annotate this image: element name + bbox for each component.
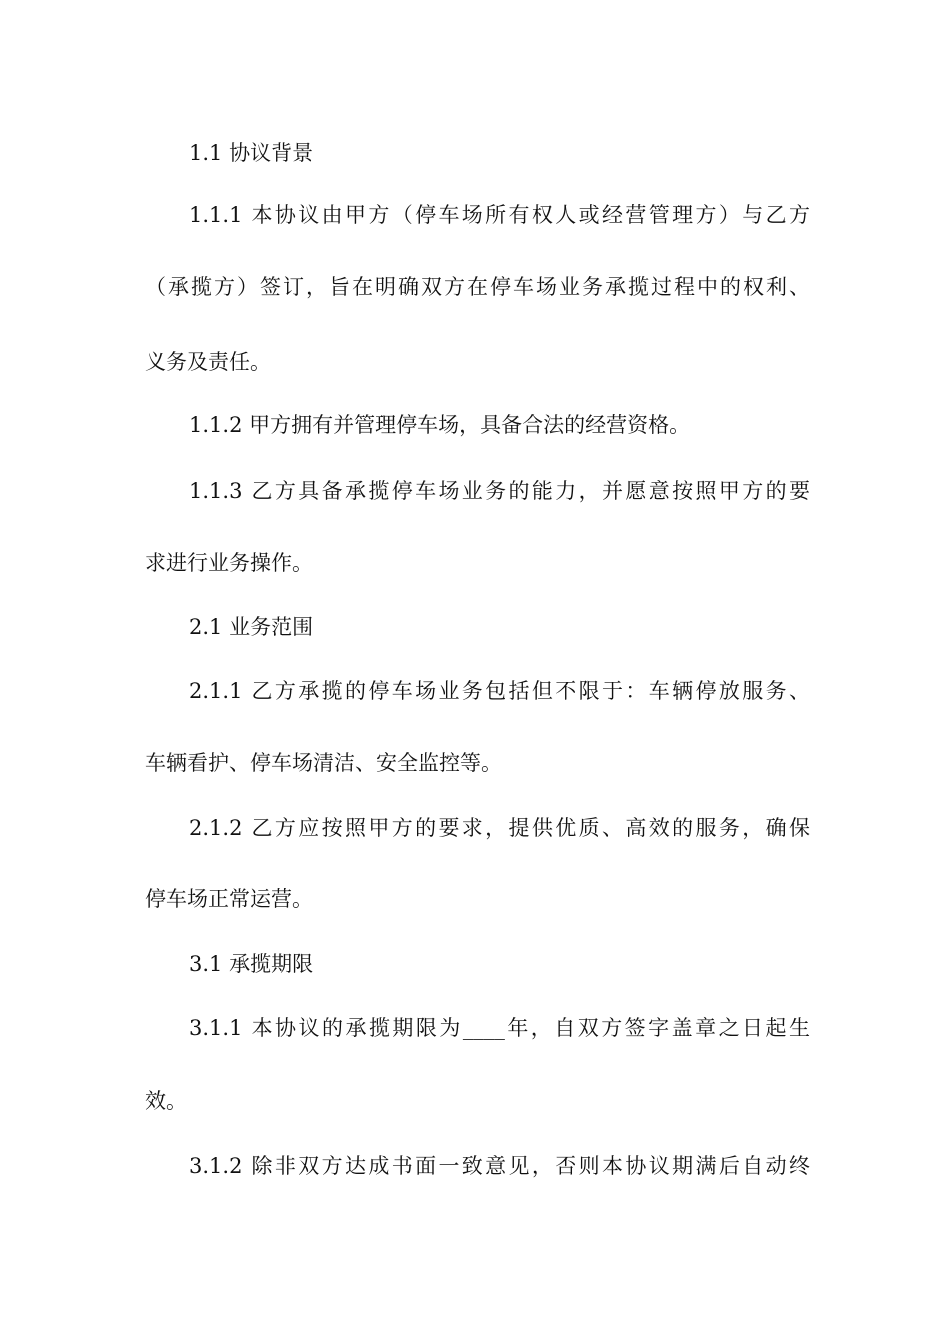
paragraph-3-1-1-line-1: 3.1.1 本协议的承揽期限为____年，自双方签字盖章之日起生 bbox=[189, 1016, 810, 1040]
paragraph-1-1-2: 1.1.2 甲方拥有并管理停车场，具备合法的经营资格。 bbox=[189, 413, 691, 437]
paragraph-1-1-1-line-3: 义务及责任。 bbox=[145, 350, 271, 374]
paragraph-2-1-2-line-2: 停车场正常运营。 bbox=[145, 887, 313, 911]
paragraph-3-1-1-line-2: 效。 bbox=[145, 1089, 187, 1113]
paragraph-1-1-1-line-1: 1.1.1 本协议由甲方（停车场所有权人或经营管理方）与乙方 bbox=[189, 203, 810, 227]
paragraph-1-1-3-line-1: 1.1.3 乙方具备承揽停车场业务的能力，并愿意按照甲方的要 bbox=[189, 479, 810, 503]
paragraph-2-1-2-line-1: 2.1.2 乙方应按照甲方的要求，提供优质、高效的服务，确保 bbox=[189, 816, 810, 840]
paragraph-3-1-2-line-1: 3.1.2 除非双方达成书面一致意见，否则本协议期满后自动终 bbox=[189, 1154, 810, 1178]
section-heading-2-1: 2.1 业务范围 bbox=[189, 615, 314, 639]
paragraph-2-1-1-line-1: 2.1.1 乙方承揽的停车场业务包括但不限于：车辆停放服务、 bbox=[189, 679, 810, 703]
paragraph-1-1-3-line-2: 求进行业务操作。 bbox=[145, 551, 313, 575]
section-heading-1-1: 1.1 协议背景 bbox=[189, 141, 314, 165]
section-heading-3-1: 3.1 承揽期限 bbox=[189, 952, 314, 976]
paragraph-1-1-1-line-2: （承揽方）签订，旨在明确双方在停车场业务承揽过程中的权利、 bbox=[145, 275, 810, 299]
paragraph-2-1-1-line-2: 车辆看护、停车场清洁、安全监控等。 bbox=[145, 751, 502, 775]
